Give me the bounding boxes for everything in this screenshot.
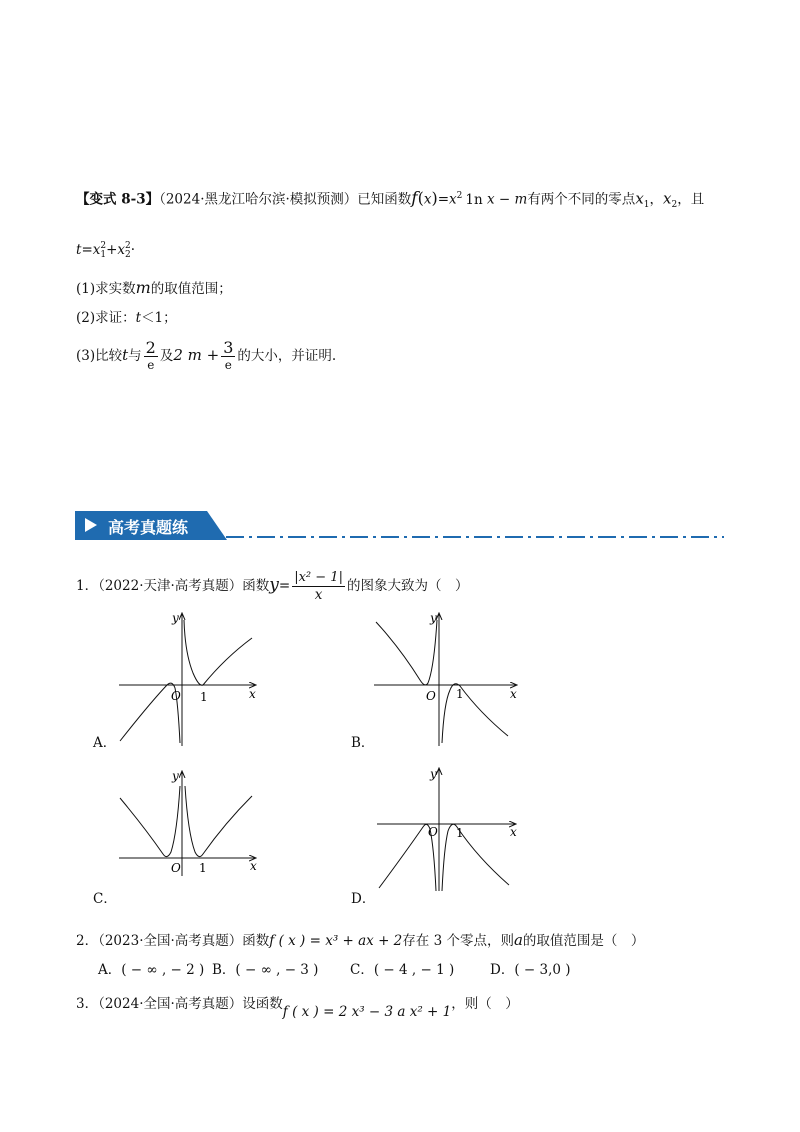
- option-a-label[interactable]: A．: [93, 735, 117, 751]
- tick-label-one: 1: [200, 690, 208, 704]
- tick-label-one: 1: [199, 861, 207, 875]
- y-axis-label: y: [430, 611, 437, 625]
- sub: 1: [100, 249, 107, 260]
- q3-stem: [76, 994, 519, 1020]
- option-b-label[interactable]: B．: [351, 735, 375, 751]
- dot: ·: [130, 242, 136, 258]
- question-source: （2023·全国·高考真题）: [98, 933, 243, 949]
- text: ，则（ ）: [451, 996, 519, 1012]
- expr: 2 m +: [173, 346, 220, 364]
- tick-label-one: 1: [456, 826, 464, 840]
- text: 的取值范围是（ ）: [522, 933, 645, 949]
- denominator: e: [147, 358, 155, 372]
- q2-option-d[interactable]: [490, 960, 571, 980]
- numerator: |x² − 1|: [294, 570, 343, 585]
- origin-label: O: [171, 689, 181, 703]
- graph-option-c: [115, 768, 265, 878]
- text: (1)求实数: [76, 281, 136, 297]
- sup: 2: [100, 240, 107, 251]
- fraction: [144, 340, 158, 373]
- text: 设函数: [242, 996, 283, 1012]
- graph-option-a: [115, 608, 265, 748]
- question-source: （2022·天津·高考真题）: [98, 578, 243, 594]
- option-label: C．: [350, 962, 374, 978]
- var: x: [663, 189, 672, 208]
- graph-option-b: [370, 608, 520, 748]
- sup: 2: [456, 191, 463, 201]
- text: 函数: [242, 578, 270, 594]
- graph-option-d: [373, 763, 523, 893]
- var: a: [513, 931, 523, 949]
- variant-q2: [76, 308, 177, 328]
- text: 存在 3 个零点，则: [402, 933, 514, 949]
- x-axis-label: x: [510, 825, 517, 839]
- x-axis-label: x: [250, 859, 257, 873]
- text: (2)求证：: [76, 310, 136, 326]
- origin-label: O: [171, 861, 181, 875]
- sup: 2: [125, 240, 131, 251]
- function-expression: f ( x ) = x³ + ax + 2: [269, 933, 403, 949]
- option-value: ( − ∞ , − 3 ): [235, 962, 319, 978]
- sub: 2: [125, 249, 131, 260]
- paren: ): [431, 188, 438, 208]
- variant-t-definition: [76, 240, 135, 260]
- var: x: [423, 191, 432, 208]
- sub: 2: [671, 200, 678, 211]
- text: 有两个不同的零点: [527, 191, 636, 208]
- var: x: [92, 242, 101, 258]
- variant-source: （2024·黑龙江哈尔滨·模拟预测）: [159, 191, 358, 208]
- var: t: [122, 346, 129, 364]
- play-triangle-icon: [85, 518, 97, 532]
- option-label: D．: [490, 962, 515, 978]
- section-divider: [226, 535, 724, 539]
- origin-label: O: [426, 689, 436, 703]
- variant-q1: [76, 278, 232, 299]
- denominator: x: [314, 587, 323, 603]
- variant-q3: [76, 340, 336, 373]
- var: x: [449, 191, 457, 208]
- option-d-label[interactable]: D．: [351, 891, 376, 907]
- q2-option-c[interactable]: [350, 960, 454, 980]
- q2-stem: [76, 930, 644, 951]
- var: x: [635, 189, 644, 208]
- text: 与: [128, 348, 142, 364]
- var: t: [135, 310, 142, 326]
- minus-m: − m: [498, 191, 528, 208]
- question-number: 1．: [76, 578, 99, 594]
- function-expression: f ( x ) = 2 x³ − 3 a x² + 1: [282, 1004, 452, 1020]
- origin-label: O: [428, 825, 438, 839]
- ln: 1n: [465, 191, 483, 208]
- paren: (: [417, 188, 424, 208]
- tick-label-one: 1: [456, 687, 464, 701]
- text: ＜1；: [141, 310, 177, 326]
- eq: =: [81, 242, 93, 258]
- question-number: 3．: [76, 996, 99, 1012]
- numerator: 2: [145, 338, 156, 357]
- variant-line-1: [76, 186, 704, 215]
- option-value: ( − 3,0 ): [514, 962, 571, 978]
- eq: =: [437, 191, 450, 208]
- var: x: [117, 242, 126, 258]
- text: 及: [159, 348, 174, 364]
- option-value: ( − ∞ , − 2 ): [121, 962, 205, 978]
- text: 函数: [242, 933, 270, 949]
- text: 的图象大致为（ ）: [346, 578, 469, 594]
- option-label: B．: [212, 962, 236, 978]
- text: 已知函数: [357, 191, 412, 208]
- var: x: [486, 191, 495, 208]
- variant-tag: 【变式 8-3】: [76, 191, 160, 208]
- plus: +: [106, 242, 118, 258]
- option-label: A．: [98, 962, 122, 978]
- x-axis-label: x: [510, 687, 517, 701]
- question-number: 2．: [76, 933, 99, 949]
- eq: =: [278, 578, 291, 594]
- y-axis-label: y: [172, 769, 179, 783]
- option-c-label[interactable]: C．: [93, 891, 117, 907]
- text: ，且: [677, 191, 705, 208]
- func-name: f: [411, 188, 418, 209]
- var: m: [135, 278, 151, 297]
- question-source: （2024·全国·高考真题）: [98, 996, 243, 1012]
- comma: ，: [649, 191, 664, 208]
- text: 的取值范围；: [150, 281, 232, 297]
- numerator: 3: [223, 338, 234, 357]
- banner-title: 高考真题练: [108, 518, 189, 537]
- q1-stem: [76, 570, 468, 603]
- x-axis-label: x: [249, 687, 256, 701]
- fraction: [292, 570, 345, 603]
- denominator: e: [224, 358, 232, 372]
- option-value: ( − 4 , − 1 ): [373, 962, 455, 978]
- sub: 1: [643, 200, 650, 211]
- y-axis-label: y: [430, 767, 437, 781]
- q2-option-a[interactable]: [98, 960, 204, 980]
- fraction: [221, 340, 235, 373]
- var: y: [269, 575, 279, 595]
- q2-option-b[interactable]: [212, 960, 318, 980]
- var: t: [76, 242, 82, 258]
- y-axis-label: y: [172, 611, 179, 625]
- text: 的大小，并证明.: [237, 348, 337, 364]
- text: (3)比较: [76, 348, 123, 364]
